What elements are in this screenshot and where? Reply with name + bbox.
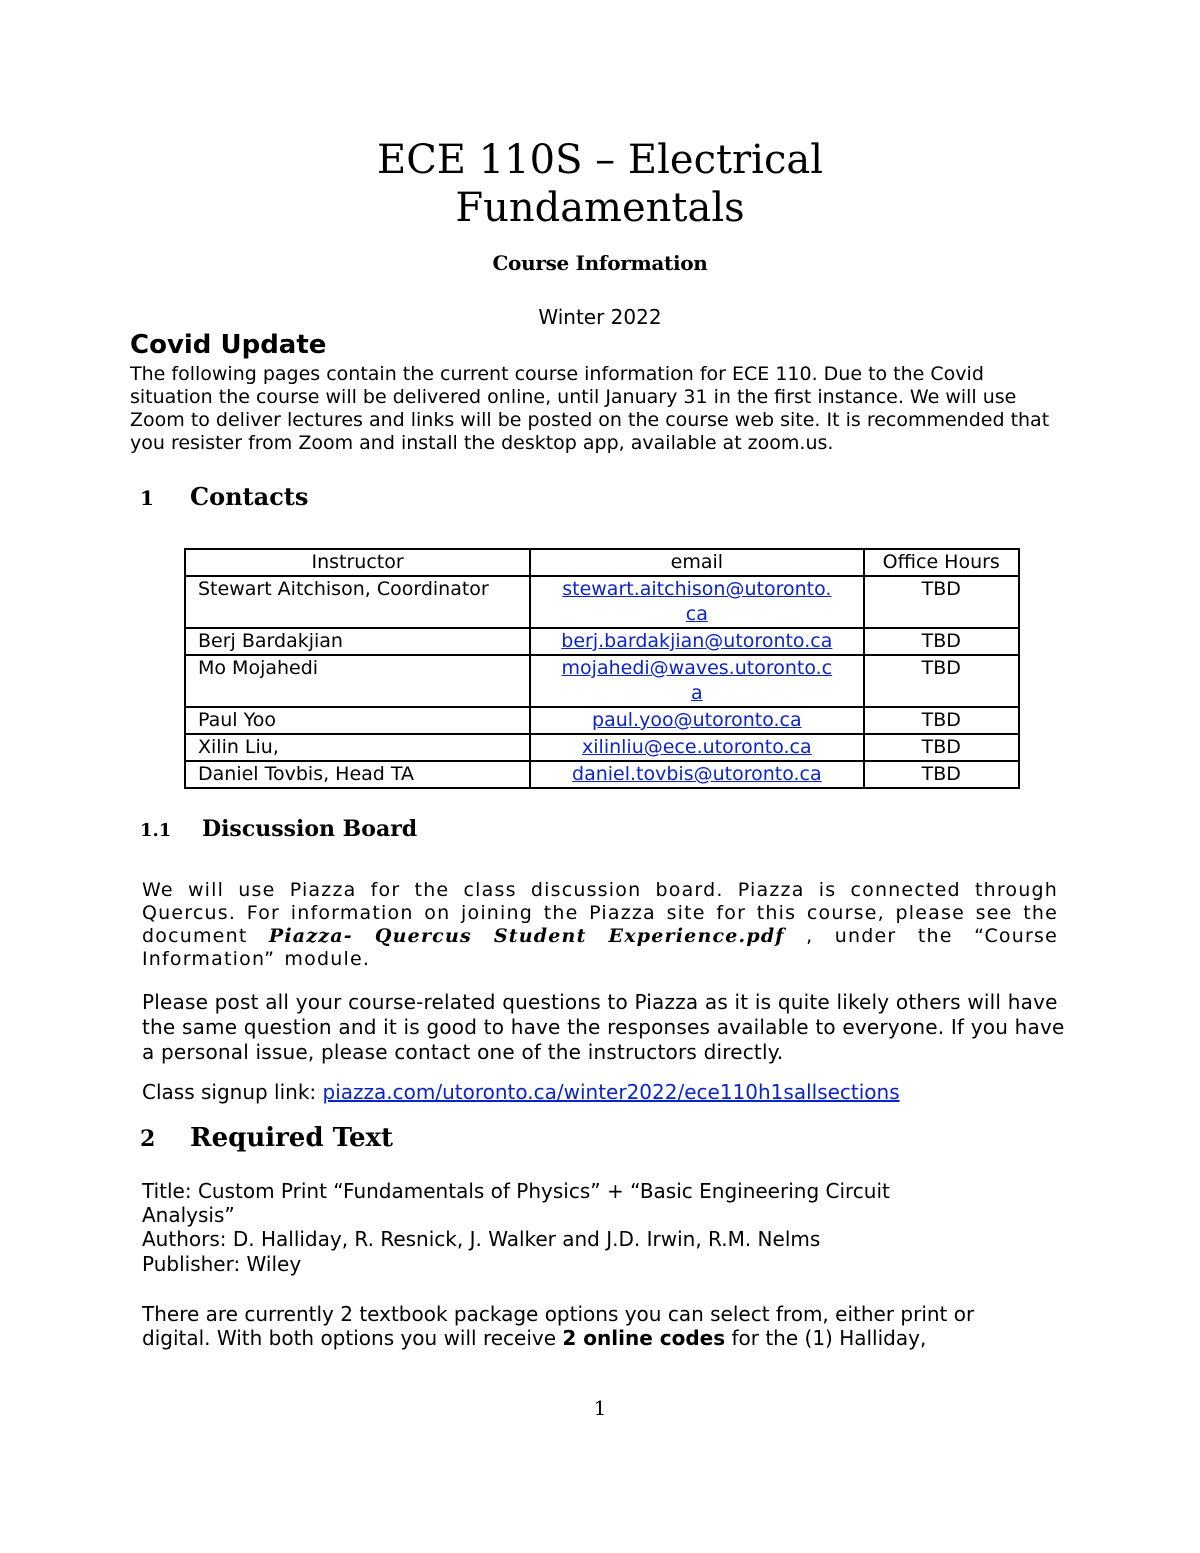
instructor-name: Mo Mojahedi	[185, 655, 530, 707]
discussion-paragraph-2: Please post all your course-related questions to Piazza as it is quite likely others will have the same question and it is good to have the responses available to everyone. If you have a personal issue, please contact one of the instructors directly.	[142, 990, 1065, 1064]
instructor-name: Xilin Liu,	[185, 734, 530, 761]
email-link[interactable]: daniel.tovbis@utoronto.ca	[572, 763, 822, 785]
document-title	[0, 136, 1200, 232]
textbook-options-paragraph	[142, 1302, 1042, 1350]
section-number: 2	[140, 1126, 156, 1152]
email-cell	[530, 734, 863, 761]
email-cell	[530, 576, 863, 628]
email-link[interactable]: paul.yoo@utoronto.ca	[592, 709, 802, 731]
document-subtitle: Course Information	[492, 251, 708, 275]
piazza-signup-link[interactable]: piazza.com/utoronto.ca/winter2022/ece110h1sallsections	[322, 1080, 900, 1104]
table-row	[185, 734, 1019, 761]
office-hours: TBD	[864, 734, 1019, 761]
textbook-authors: Authors: D. Halliday, R. Resnick, J. Walker and J.D. Irwin, R.M. Nelms	[142, 1227, 821, 1251]
document-reference: Piazza- Quercus Student Experience.pdf	[268, 925, 785, 947]
page-number: 1	[593, 1396, 607, 1420]
table-header-row	[185, 549, 1019, 576]
discussion-paragraph-1	[142, 879, 1058, 971]
instructor-name: Berj Bardakjian	[185, 628, 530, 655]
title-line-2: Fundamentals	[455, 185, 745, 231]
instructor-name: Daniel Tovbis, Head TA	[185, 761, 530, 788]
office-hours: TBD	[864, 707, 1019, 734]
covid-heading: Covid Update	[130, 330, 327, 360]
title-line-1: ECE 110S – Electrical	[377, 137, 823, 183]
covid-paragraph: The following pages contain the current course information for ECE 110. Due to the Covid situation the course will be delivered online, until January 31 in the first instance. We will use Zoom to deliver lectures and links will be posted on the course web site. It is recommended that you resister from Zoom and install the desktop app, available at zoom.us.	[130, 363, 1050, 454]
textbook-title: Title: Custom Print “Fundamentals of Physics” + “Basic Engineering Circuit Analysis”	[142, 1179, 890, 1227]
email-cell	[530, 707, 863, 734]
instructor-name: Paul Yoo	[185, 707, 530, 734]
table-row	[185, 628, 1019, 655]
section-title: Required Text	[190, 1123, 393, 1153]
table-row	[185, 576, 1019, 628]
signup-label: Class signup link:	[142, 1080, 323, 1104]
discussion-heading	[140, 816, 417, 842]
email-link[interactable]: mojahedi@waves.utoronto.c a	[561, 657, 833, 704]
paragraph-text: We will use Piazza for the class discussion board. Piazza is connected through Quercus. For information on joining the Piazza site for this course, please see the document	[142, 879, 1058, 947]
header-office-hours: Office Hours	[864, 549, 1019, 576]
office-hours: TBD	[864, 628, 1019, 655]
office-hours: TBD	[864, 761, 1019, 788]
office-hours: TBD	[864, 655, 1019, 707]
paragraph-text: There are currently 2 textbook package options you can select from, either print or digital. With both options you will receive	[142, 1302, 975, 1350]
section-number: 1.1	[140, 820, 172, 841]
instructor-name: Stewart Aitchison, Coordinator	[185, 576, 530, 628]
section-number: 1	[140, 486, 154, 510]
section-title: Contacts	[190, 482, 309, 511]
header-instructor: Instructor	[185, 549, 530, 576]
signup-line	[142, 1081, 1082, 1104]
section-title: Discussion Board	[202, 816, 418, 842]
email-link[interactable]: stewart.aitchison@utoronto. ca	[562, 578, 832, 625]
office-hours: TBD	[864, 576, 1019, 628]
contacts-heading	[140, 482, 308, 511]
table-row	[185, 655, 1019, 707]
header-email: email	[530, 549, 863, 576]
online-codes-emphasis: 2 online codes	[562, 1326, 726, 1350]
paragraph-text: , under the “Course Information” module.	[142, 925, 1058, 970]
email-link[interactable]: xilinliu@ece.utoronto.ca	[582, 736, 812, 758]
textbook-publisher: Publisher: Wiley	[142, 1252, 302, 1276]
email-cell	[530, 655, 863, 707]
email-link[interactable]: berj.bardakjian@utoronto.ca	[561, 630, 833, 652]
term-label: Winter 2022	[538, 305, 662, 329]
table-row	[185, 707, 1019, 734]
required-text-heading	[140, 1123, 393, 1153]
contacts-table	[184, 548, 1020, 789]
table-row	[185, 761, 1019, 788]
paragraph-text: for the (1) Halliday,	[725, 1326, 927, 1350]
email-cell	[530, 761, 863, 788]
email-cell	[530, 628, 863, 655]
